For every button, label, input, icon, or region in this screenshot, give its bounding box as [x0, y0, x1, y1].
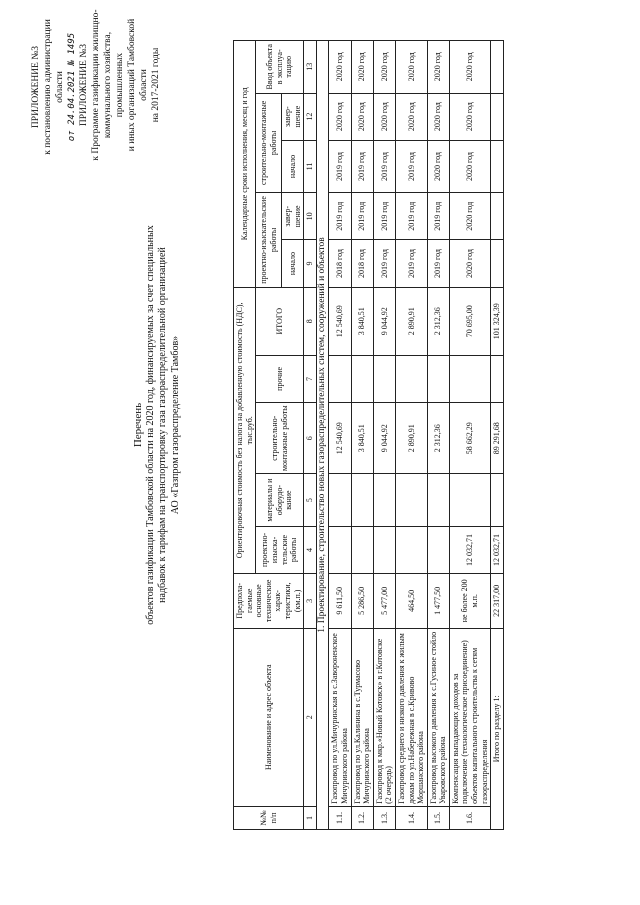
- section-row: [316, 41, 329, 830]
- row-survey-start: 2020 год: [449, 240, 490, 287]
- row-construction: 12 540,69: [329, 403, 351, 474]
- header-survey-finish: завер-шение: [281, 193, 303, 240]
- row-cm-start: 2020 год: [427, 140, 449, 192]
- col-index: 8: [304, 287, 317, 355]
- row-design: [329, 526, 351, 573]
- total-total: 101 324,39: [491, 287, 504, 355]
- row-commission: 2020 год: [329, 41, 351, 94]
- row-specs: 5 286,50: [351, 574, 373, 629]
- total-label: Итого по разделу 1:: [491, 628, 504, 829]
- row-materials: [427, 474, 449, 526]
- row-commission: 2020 год: [427, 41, 449, 94]
- total-blank: [491, 93, 504, 140]
- appendix-admin-line1: к постановлению администрации области: [43, 19, 65, 155]
- row-total: 9 044,92: [373, 287, 395, 355]
- row-survey-end: 2019 год: [351, 193, 373, 240]
- row-total: 2 890,91: [395, 287, 427, 355]
- col-index: 6: [304, 403, 317, 474]
- total-blank: [491, 240, 504, 287]
- appendix-program-title: ПРИЛОЖЕНИЕ №3: [79, 43, 89, 127]
- table-row: [329, 41, 351, 830]
- col-index: 10: [304, 193, 317, 240]
- document-title: [132, 145, 182, 705]
- row-other: [329, 355, 351, 402]
- row-survey-start: 2019 год: [373, 240, 395, 287]
- row-construction: 2 312,36: [427, 403, 449, 474]
- row-num: 1.3.: [373, 806, 395, 829]
- row-materials: [395, 474, 427, 526]
- row-num: 1.2.: [351, 806, 373, 829]
- row-cm-end: 2020 год: [427, 93, 449, 140]
- col-index: 2: [304, 628, 317, 806]
- col-index: 1: [304, 806, 317, 829]
- row-specs: 5 477,00: [373, 574, 395, 629]
- header-num: №№ п/п: [234, 806, 304, 829]
- row-cm-start: 2019 год: [395, 140, 427, 192]
- row-cm-end: 2020 год: [373, 93, 395, 140]
- col-index: 7: [304, 355, 317, 402]
- total-other: [491, 355, 504, 402]
- row-name: Компенсация выпадающих доходов за подключение (технологическое присоединение) объектов капитального строительства к сетям газораспределения: [449, 628, 490, 806]
- row-cm-start: 2019 год: [329, 140, 351, 192]
- row-other: [395, 355, 427, 402]
- header-total: ИТОГО: [256, 287, 304, 355]
- row-commission: 2020 год: [449, 41, 490, 94]
- col-index: 3: [304, 574, 317, 629]
- total-blank: [491, 41, 504, 94]
- row-survey-end: 2020 год: [449, 193, 490, 240]
- col-index: 11: [304, 140, 317, 192]
- row-other: [373, 355, 395, 402]
- row-total: 12 540,69: [329, 287, 351, 355]
- col-index: 13: [304, 41, 317, 94]
- row-other: [351, 355, 373, 402]
- total-construction: 89 291,68: [491, 403, 504, 474]
- appendix-program-header: [78, 5, 162, 165]
- row-design: 12 032,71: [449, 526, 490, 573]
- table-row: [427, 41, 449, 830]
- row-construction: 3 840,51: [351, 403, 373, 474]
- row-cm-end: 2020 год: [449, 93, 490, 140]
- row-num: 1.4.: [395, 806, 427, 829]
- row-other: [449, 355, 490, 402]
- appendix-program-line1: к Программе газификации жилищно-: [91, 9, 101, 161]
- row-materials: [329, 474, 351, 526]
- row-specs: 464,50: [395, 574, 427, 629]
- row-cm-start: 2019 год: [373, 140, 395, 192]
- row-name: Газопровод среднего и низкого давления к жилым домам по ул.Набережная в с.Кривово Моршанского района: [395, 628, 427, 806]
- objects-table: [233, 40, 504, 830]
- total-materials: [491, 474, 504, 526]
- row-construction: 58 662,29: [449, 403, 490, 474]
- row-survey-start: 2019 год: [427, 240, 449, 287]
- row-total: 3 840,51: [351, 287, 373, 355]
- row-name: Газопровод высокого давления к с.Гусиное стойло Уваровского района: [427, 628, 449, 806]
- table-row: [351, 41, 373, 830]
- row-survey-start: 2018 год: [329, 240, 351, 287]
- total-row: [491, 41, 504, 830]
- row-num: 1.1.: [329, 806, 351, 829]
- row-name: Газопровод к мкр.«Новый Котовск» в г.Котовске (2 очередь): [373, 628, 395, 806]
- row-survey-end: 2019 год: [329, 193, 351, 240]
- header-specs: Предпола-гаемые основные технические харак-теристики, (км.п.): [234, 574, 304, 629]
- row-materials: [449, 474, 490, 526]
- header-other: прочие: [256, 355, 304, 402]
- row-design: [427, 526, 449, 573]
- row-cm-end: 2020 год: [351, 93, 373, 140]
- row-survey-end: 2019 год: [373, 193, 395, 240]
- row-commission: 2020 год: [373, 41, 395, 94]
- row-name: Газопровод по ул.Мичуринская в с.Завороненское Мичуринского района: [329, 628, 351, 806]
- row-other: [427, 355, 449, 402]
- header-survey-start: начало: [281, 240, 303, 287]
- row-commission: 2020 год: [395, 41, 427, 94]
- col-index: 12: [304, 93, 317, 140]
- total-specs: 22 317,00: [491, 574, 504, 629]
- row-cm-end: 2020 год: [395, 93, 427, 140]
- row-materials: [351, 474, 373, 526]
- title-line3: АО «Газпром газораспределение Тамбов»: [169, 335, 181, 515]
- col-index: 4: [304, 526, 317, 573]
- appendix-program-line3: и иных организаций Тамбовской области: [127, 18, 149, 152]
- header-cm-start: начало: [281, 140, 303, 192]
- header-materials: материалы и оборудо-вание: [256, 474, 304, 526]
- row-num: 1.5.: [427, 806, 449, 829]
- title-line2: надбавок к тарифам на транспортировку газа газораспределительной организацией: [157, 247, 168, 603]
- appendix-admin-date: от 24.04.2021 № 1495: [67, 32, 77, 142]
- row-specs: не более 200 м.п.: [449, 574, 490, 629]
- row-cm-end: 2020 год: [329, 93, 351, 140]
- section-title: 1. Проектирование, строительство новых газораспределительных систем, сооружений и объектов: [316, 41, 329, 830]
- table-row: [373, 41, 395, 830]
- appendix-admin-title: ПРИЛОЖЕНИЕ №3: [31, 45, 41, 129]
- row-name: Газопровод по ул.Калинина в с.Турмасово Мичуринского района: [351, 628, 373, 806]
- header-construction: строительно-монтажные работы: [256, 403, 304, 474]
- row-construction: 9 044,92: [373, 403, 395, 474]
- col-index: 9: [304, 240, 317, 287]
- column-index-row: [304, 41, 317, 830]
- row-survey-start: 2019 год: [395, 240, 427, 287]
- row-cm-start: 2020 год: [449, 140, 490, 192]
- row-total: 2 312,36: [427, 287, 449, 355]
- total-blank: [491, 140, 504, 192]
- row-design: [351, 526, 373, 573]
- table-row: [449, 41, 490, 830]
- appendix-program-line4: на 2017-2021 годы: [151, 47, 161, 123]
- row-design: [395, 526, 427, 573]
- header-cost-group: Ориентировочная стоимость без налога на добавленную стоимость (НДС), тыс.руб.: [234, 287, 256, 573]
- row-specs: 1 477,50: [427, 574, 449, 629]
- header-survey-group: проектно-изыскательские работы: [256, 193, 282, 287]
- total-blank: [491, 193, 504, 240]
- header-commission: Ввод объекта в эксплуа-тацию: [256, 41, 304, 94]
- total-design: 12 032,71: [491, 526, 504, 573]
- col-index: 5: [304, 474, 317, 526]
- appendix-program-line2: коммунального хозяйства, промышленных: [103, 31, 125, 139]
- row-survey-end: 2019 год: [395, 193, 427, 240]
- row-design: [373, 526, 395, 573]
- header-cm-finish: завер-шение: [281, 93, 303, 140]
- appendix-admin-header: [30, 7, 78, 167]
- row-construction: 2 890,91: [395, 403, 427, 474]
- title-heading: Перечень: [132, 402, 144, 448]
- row-commission: 2020 год: [351, 41, 373, 94]
- header-design: проектно-изыска-тельские работы: [256, 526, 304, 573]
- row-survey-start: 2018 год: [351, 240, 373, 287]
- header-calendar-group: Календарные сроки исполнения, месяц и год: [234, 41, 256, 288]
- header-cm-group: строительно-монтажные работы: [256, 93, 282, 193]
- header-name: Наименование и адрес объекта: [234, 628, 304, 806]
- row-materials: [373, 474, 395, 526]
- row-total: 70 695,00: [449, 287, 490, 355]
- row-survey-end: 2019 год: [427, 193, 449, 240]
- title-line1: объектов газификации Тамбовской области на 2020 год, финансируемых за счет специальных: [144, 225, 156, 625]
- row-num: 1.6.: [449, 806, 490, 829]
- row-specs: 9 611,50: [329, 574, 351, 629]
- row-cm-start: 2019 год: [351, 140, 373, 192]
- table-row: [395, 41, 427, 830]
